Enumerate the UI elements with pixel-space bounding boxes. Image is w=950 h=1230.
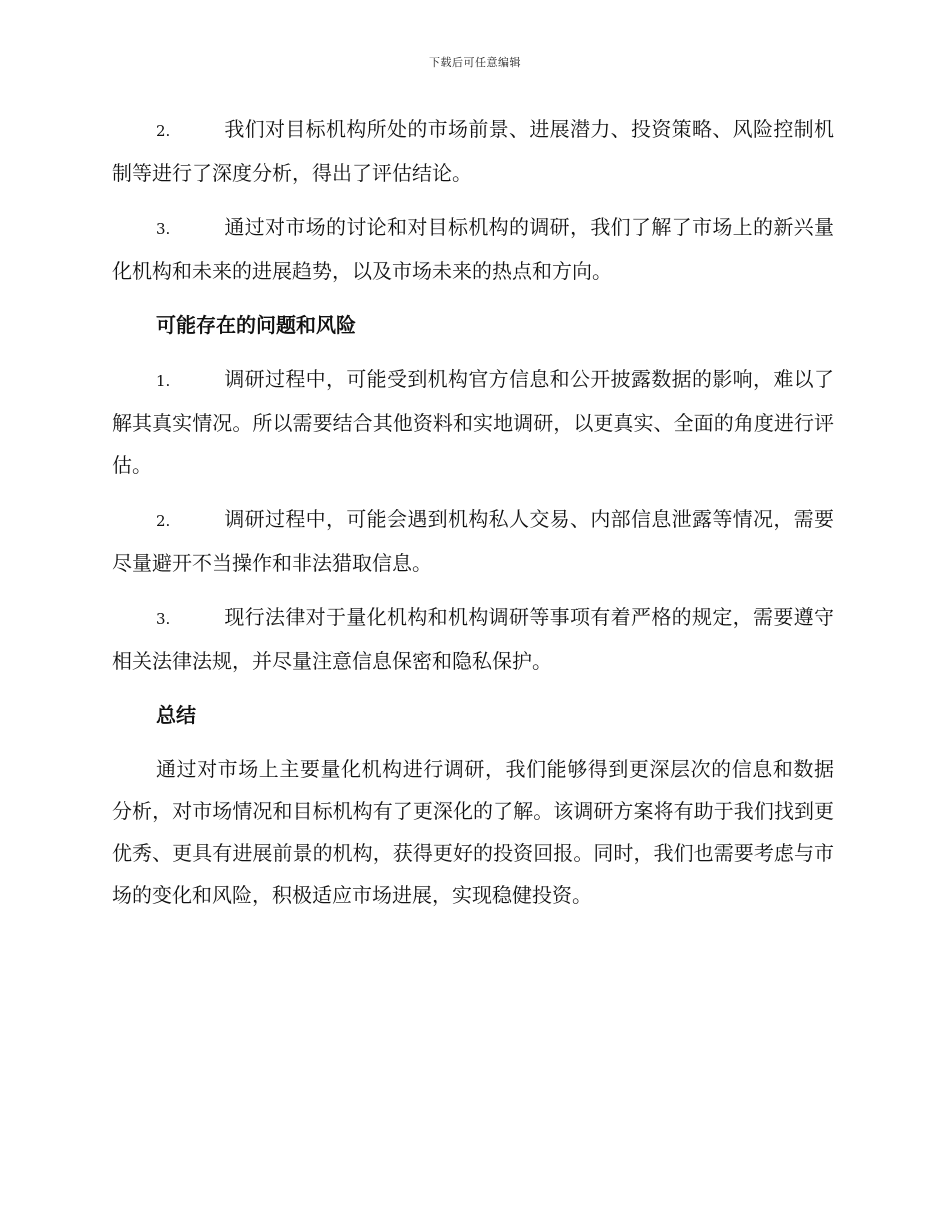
summary-paragraph: 通过对市场上主要量化机构进行调研，我们能够得到更深层次的信息和数据分析，对市场情况和目标机构有了更深化的了解。该调研方案将有助于我们找到更优秀、更具有进展前景的机构，获得更好的投资回报。同时，我们也需要考虑与市场的变化和风险，积极适应市场进展，实现稳健投资。 xyxy=(112,757,834,907)
list-item xyxy=(112,108,834,194)
list-item xyxy=(112,596,834,682)
list-item xyxy=(112,498,834,584)
section-heading-summary: 总结 xyxy=(156,703,196,727)
list-item-number: 2. xyxy=(156,512,171,530)
list-item-text: 调研过程中，可能受到机构官方信息和公开披露数据的影响，难以了解其真实情况。所以需要结合其他资料和实地调研，以更真实、全面的角度进行评估。 xyxy=(112,367,834,477)
section-heading-risks: 可能存在的问题和风险 xyxy=(156,313,356,337)
list-item-number: 3. xyxy=(156,610,171,628)
list-item-number: 1. xyxy=(156,372,171,390)
list-item xyxy=(112,206,834,292)
list-item-number: 2. xyxy=(156,122,171,140)
document-body xyxy=(112,108,834,928)
list-item-text: 通过对市场的讨论和对目标机构的调研，我们了解了市场上的新兴量化机构和未来的进展趋势，以及市场未来的热点和方向。 xyxy=(112,215,834,283)
list-item-text: 我们对目标机构所处的市场前景、进展潜力、投资策略、风险控制机制等进行了深度分析，得出了评估结论。 xyxy=(112,117,834,185)
list-item-number: 3. xyxy=(156,220,171,238)
list-item-text: 现行法律对于量化机构和机构调研等事项有着严格的规定，需要遵守相关法律法规，并尽量注意信息保密和隐私保护。 xyxy=(112,605,834,673)
page-header: 下载后可任意编辑 xyxy=(429,56,521,69)
list-item-text: 调研过程中，可能会遇到机构私人交易、内部信息泄露等情况，需要尽量避开不当操作和非法猎取信息。 xyxy=(112,507,834,575)
list-item xyxy=(112,358,834,486)
